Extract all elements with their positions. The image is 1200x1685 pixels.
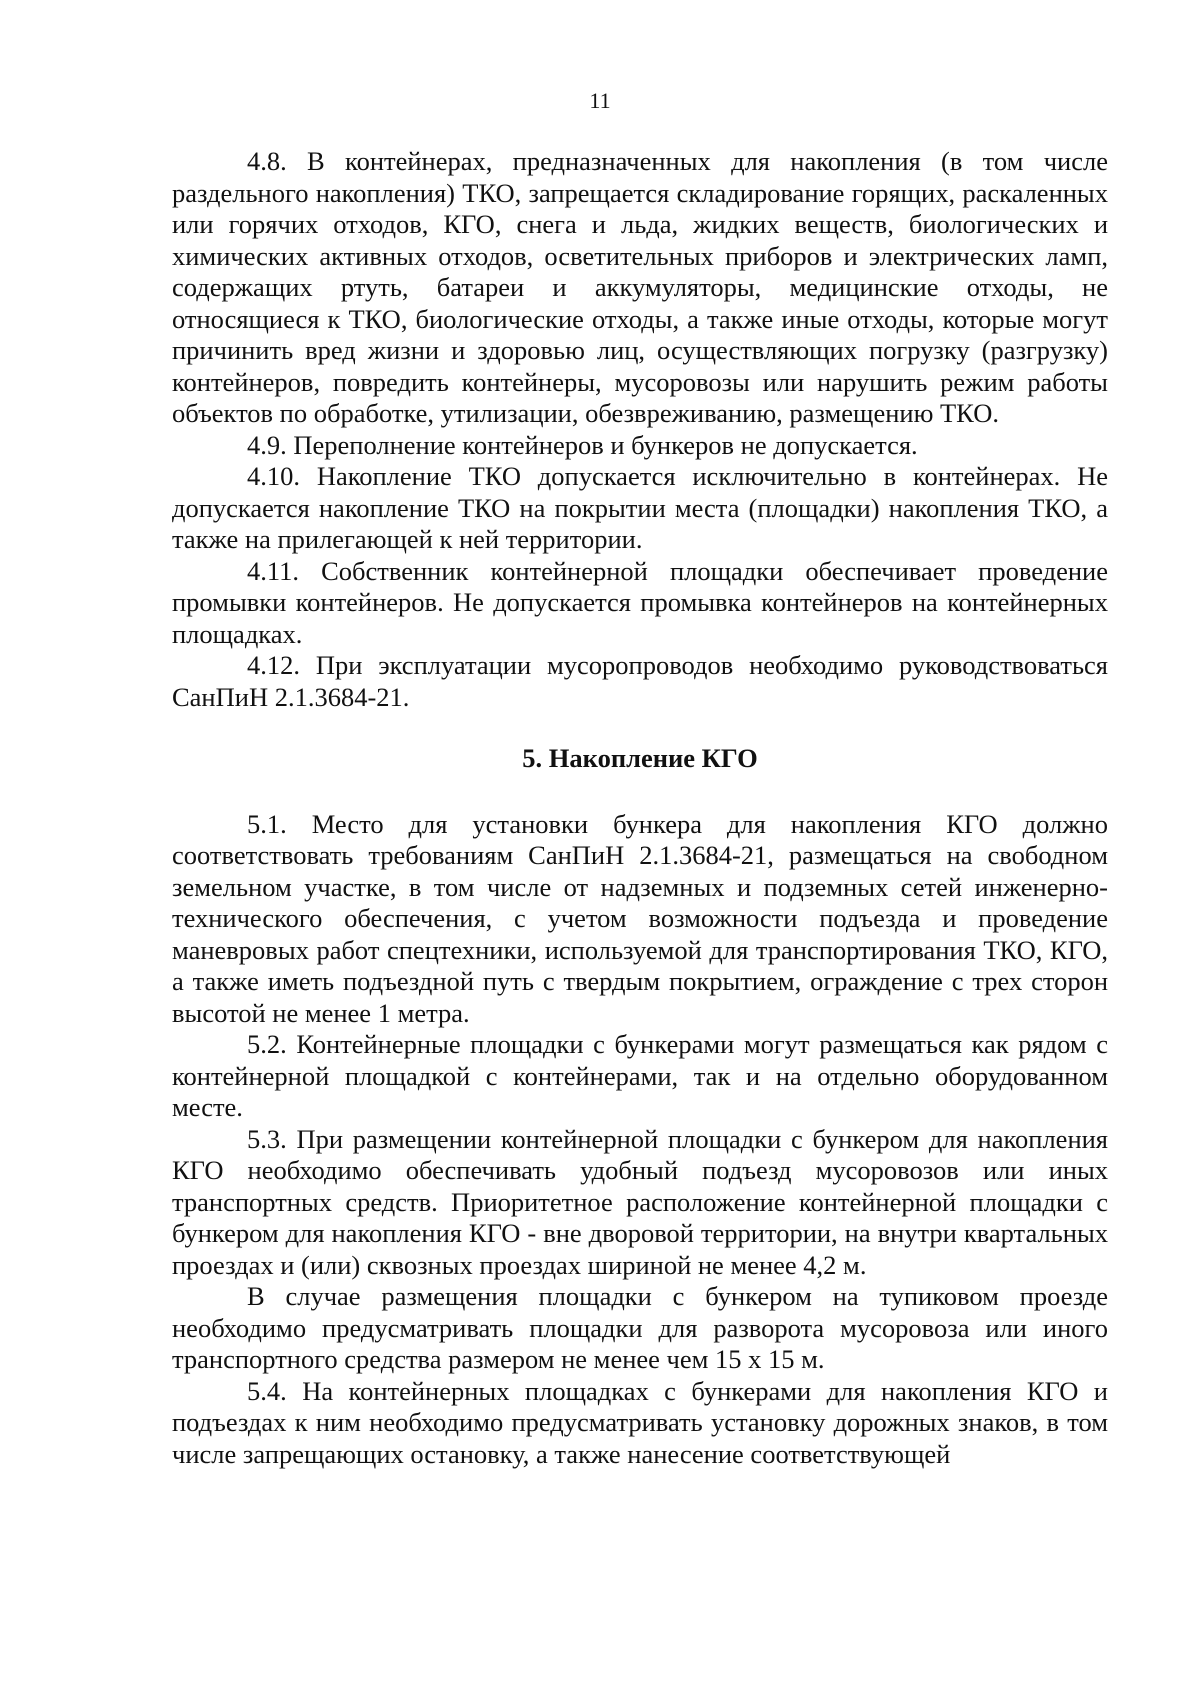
- paragraph-5-3-continuation: В случае размещения площадки с бункером на тупиковом проезде необходимо предусматривать площадки для разворота мусоровоза или иного транспортного средства размером не менее чем 15 х 15 м.: [172, 1281, 1108, 1374]
- paragraph-4-10: 4.10. Накопление ТКО допускается исключительно в контейнерах. Не допускается накопление ТКО на покрытии места (площадки) накопления ТКО, а также на прилегающей к ней территории.: [172, 461, 1108, 554]
- page-number: 11: [589, 88, 611, 113]
- paragraph-5-2: 5.2. Контейнерные площадки с бункерами могут размещаться как рядом с контейнерной площадкой с контейнерами, так и на отдельно оборудованном месте.: [172, 1029, 1108, 1122]
- paragraph-4-11: 4.11. Собственник контейнерной площадки обеспечивает проведение промывки контейнеров. Не допускается промывка контейнеров на контейнерных площадках.: [172, 555, 1108, 649]
- section-heading: 5. Накопление КГО: [522, 743, 758, 773]
- document-body: [172, 146, 1108, 1470]
- paragraph-4-9: 4.9. Переполнение контейнеров и бункеров не допускается.: [247, 429, 918, 460]
- paragraph-5-3: 5.3. При размещении контейнерной площадки с бункером для накопления КГО необходимо обеспечивать удобный подъезд мусоровозов или иных транспортных средств. Приоритетное расположение контейнерной площадки с бункером для накопления КГО - вне дворовой территории, на внутри квартальных проездах и (или) сквозных проездах шириной не менее 4,2 м.: [172, 1123, 1108, 1280]
- paragraph-5-4: 5.4. На контейнерных площадках с бункерами для накопления КГО и подъездах к ним необходимо предусматривать установку дорожных знаков, в том числе запрещающих остановку, а также нанесение соответствующей: [172, 1375, 1108, 1469]
- paragraph-4-12: 4.12. При эксплуатации мусоропроводов необходимо руководствоваться СанПиН 2.1.3684-21.: [172, 650, 1108, 712]
- paragraph-4-8: 4.8. В контейнерах, предназначенных для накопления (в том числе раздельного накопления) ТКО, запрещается складирование горящих, раскаленных или горячих отходов, КГО, снега и льда, жидких веществ, биологических и химических активных отходов, осветительных приборов и электрических ламп, содержащих ртуть, батареи и аккумуляторы, медицинские отходы, не относящиеся к ТКО, биологические отходы, а также иные отходы, которые могут причинить вред жизни и здоровью лиц, осуществляющих погрузку (разгрузку) контейнеров, повредить контейнеры, мусоровозы или нарушить режим работы объектов по обработке, утилизации, обезвреживанию, размещению ТКО.: [172, 146, 1108, 428]
- paragraph-5-1: 5.1. Место для установки бункера для накопления КГО должно соответствовать требованиям СанПиН 2.1.3684-21, размещаться на свободном земельном участке, в том числе от надземных и подземных сетей инженерно- технического обеспечения, с учетом возможности подъезда и проведение маневровых работ спецтехники, используемой для транспортирования ТКО, КГО, а также иметь подъездной путь с твердым покрытием, ограждение с трех сторон высотой не менее 1 метра.: [172, 808, 1108, 1028]
